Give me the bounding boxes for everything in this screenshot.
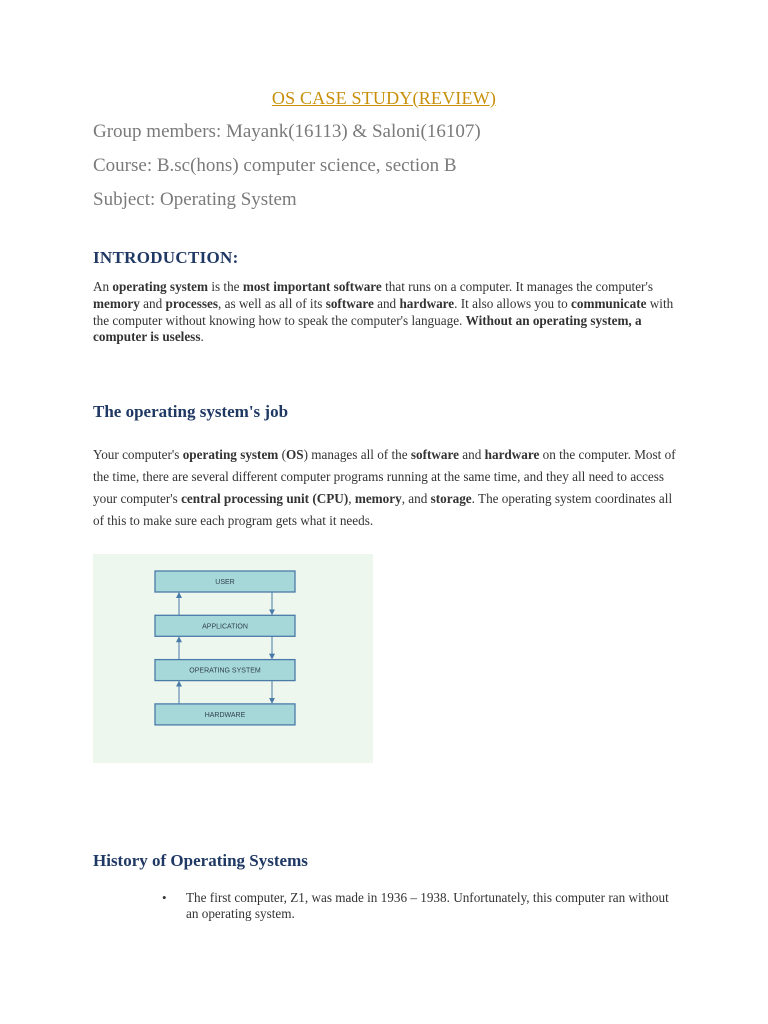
history-bullet-list xyxy=(160,890,670,922)
history-heading: History of Operating Systems xyxy=(93,851,308,870)
intro-text: An xyxy=(93,279,113,294)
job-term: hardware xyxy=(484,447,540,462)
job-text: on the computer. Most of the time, there are several different computer programs running at the same time, and they all need to access your computer's xyxy=(93,447,676,506)
intro-text: with the computer without knowing how to speak the computer's language. xyxy=(93,295,674,328)
job-text: , and xyxy=(401,491,431,506)
job-term: memory xyxy=(354,491,402,506)
intro-text: . xyxy=(200,329,204,345)
intro-text: . It also allows you to xyxy=(454,295,572,311)
os-layers-diagram-svg xyxy=(93,554,373,763)
layer-label: OPERATING SYSTEM xyxy=(189,667,261,675)
os-layers-diagram xyxy=(93,554,373,763)
job-term: software xyxy=(410,447,459,462)
intro-term: processes xyxy=(165,295,219,311)
group-members-line: Group members: Mayank(16113) & Saloni(16107) xyxy=(93,121,481,142)
layer-label: APPLICATION xyxy=(202,623,248,631)
os-job-heading: The operating system's job xyxy=(93,402,289,421)
job-text: and xyxy=(459,447,485,462)
introduction-heading: INTRODUCTION: xyxy=(93,248,239,267)
intro-term: Without an operating system, a computer is useless xyxy=(93,312,642,345)
intro-text: and xyxy=(373,295,400,311)
introduction-paragraph xyxy=(93,279,678,346)
job-term: OS xyxy=(286,447,304,462)
job-term: operating system xyxy=(182,447,279,462)
subject-line: Subject: Operating System xyxy=(93,189,297,210)
job-term: central processing unit (CPU) xyxy=(181,491,349,506)
job-text: , xyxy=(348,491,355,506)
intro-text: that runs on a computer. It manages the computer's xyxy=(381,279,653,294)
intro-term: most important software xyxy=(242,279,382,294)
job-text: ( xyxy=(278,447,286,462)
layer-label: USER xyxy=(215,579,235,586)
intro-term: memory xyxy=(93,295,140,311)
bullet-text: The first computer, Z1, was made in 1936 – 1938. Unfortunately, this computer ran without an operating system. xyxy=(186,890,669,921)
list-item xyxy=(160,890,670,922)
os-job-paragraph xyxy=(93,444,678,532)
bullet-icon: • xyxy=(162,890,167,905)
job-text: ) manages all of the xyxy=(303,447,411,462)
job-term: storage xyxy=(430,491,472,506)
intro-term: software xyxy=(325,295,374,311)
intro-term: operating system xyxy=(112,279,209,294)
document-title: OS CASE STUDY(REVIEW) xyxy=(271,88,497,108)
intro-text: is the xyxy=(208,279,243,294)
intro-text: , as well as all of its xyxy=(218,295,326,311)
intro-term: hardware xyxy=(399,295,455,311)
intro-text: and xyxy=(139,295,166,311)
job-text: Your computer's xyxy=(93,447,183,462)
layer-label: HARDWARE xyxy=(204,711,246,719)
job-text: . The operating system coordinates all of this to make sure each program gets what it needs. xyxy=(93,491,673,528)
course-line: Course: B.sc(hons) computer science, section B xyxy=(93,155,457,176)
intro-term: communicate xyxy=(571,295,647,311)
